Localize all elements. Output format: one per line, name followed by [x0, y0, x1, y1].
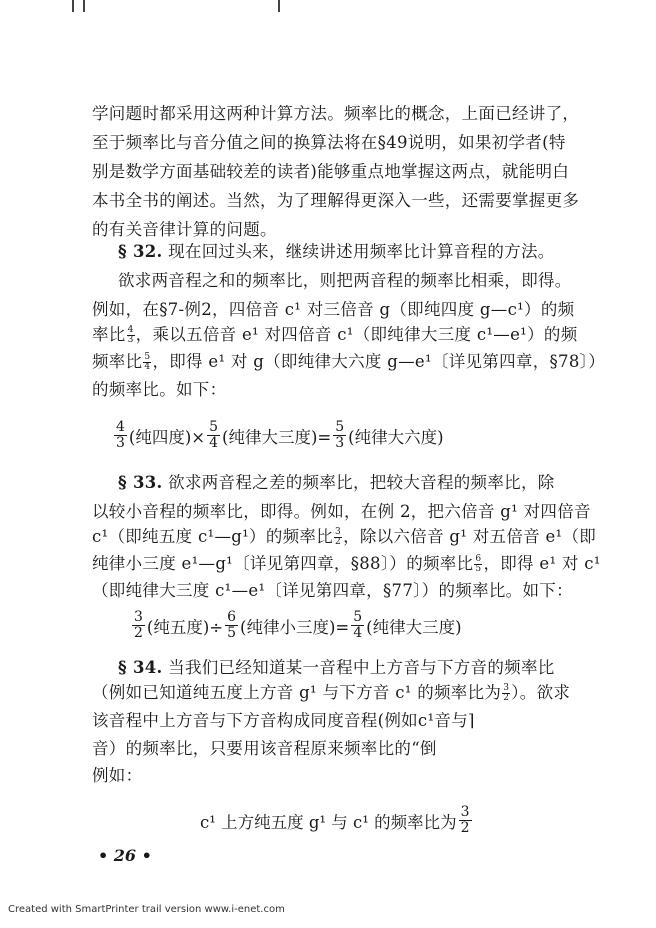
- scan-mark: [278, 0, 280, 12]
- section-text: 当我们已经知道某一音程中上方音与下方音的频率比: [168, 658, 555, 677]
- formula-text: (纯五度)÷: [146, 617, 224, 637]
- page-number: • 26 •: [98, 846, 152, 865]
- fraction: $\frac{5}{4}$: [209, 419, 219, 451]
- body-line: 别是数学方面基础较差的读者)能够重点地掌握这两点，就能明白: [92, 162, 570, 181]
- body-line: 的有关音律计算的问题。: [92, 220, 277, 239]
- scan-mark: [83, 0, 85, 12]
- body-line: 本书全书的阐述。当然，为了理解得更深入一些，还需要掌握更多: [92, 191, 580, 210]
- inline-fraction: $\frac{3}{2}$: [335, 527, 342, 547]
- section-label: § 34.: [118, 658, 163, 677]
- formula-text: (纯律大三度): [366, 617, 462, 637]
- body-line: 例如：: [92, 766, 143, 785]
- body-line: [92, 351, 605, 373]
- body-line: 例如，在§7-例2，四倍音 c¹ 对三倍音 g（即纯四度 g—c¹）的频: [92, 300, 575, 319]
- fraction: $\frac{5}{4}$: [353, 609, 363, 641]
- body-line: [92, 324, 578, 346]
- body-line: [92, 553, 601, 575]
- section-text: 欲求两音程之差的频率比，把较大音程的频率比，除: [168, 473, 555, 492]
- scan-mark: [72, 0, 74, 12]
- body-line: 至于频率比与音分值之间的换算法将在§49说明，如果初学者(特: [92, 133, 566, 152]
- fraction: $\frac{6}{5}$: [227, 609, 237, 641]
- fraction: 3 2: [134, 609, 143, 641]
- body-line: 以较小音程的频率比，即得。例如，在例 2，把六倍音 g¹ 对四倍音: [92, 502, 591, 521]
- inline-fraction: $\frac{4}{3}$: [127, 325, 134, 345]
- body-line: 的频率比。如下：: [92, 380, 227, 399]
- body-line: 音）的频率比，只要用该音程原来频率比的“倒: [92, 739, 437, 758]
- section-label: § 33.: [118, 473, 163, 492]
- formula-2: [130, 610, 462, 641]
- text-run: ，即得 e¹ 对 c¹: [483, 554, 601, 573]
- body-line: 学问题时都采用这两种计算方法。频率比的概念，上面已经讲了，: [92, 104, 580, 123]
- formula-1: [112, 420, 444, 451]
- text-run: ，即得 e¹ 对 g（即纯律大六度 g—e¹〔详见第四章，§78〕）: [152, 352, 605, 371]
- formula-text: c¹ 上方纯五度 g¹ 与 c¹ 的频率比为: [200, 812, 457, 832]
- text-run: 纯律小三度 e¹—g¹〔详见第四章，§88〕）的频率比: [92, 554, 474, 573]
- section-34-heading: [118, 657, 555, 679]
- text-run: 率比: [92, 325, 126, 344]
- formula-text: (纯律小三度)=: [240, 617, 350, 637]
- text-run: ）。欲求: [511, 683, 571, 702]
- inline-fraction: $\frac{3}{2}$: [503, 683, 510, 703]
- section-text: 现在回过头来，继续讲述用频率比计算音程的方法。: [168, 242, 555, 261]
- body-line: [92, 526, 596, 548]
- watermark-footer: Created with SmartPrinter trail version www.i-enet.com: [8, 904, 285, 915]
- fraction: 3 2: [460, 804, 470, 836]
- body-line: 该音程中上方音与下方音构成同度音程(例如c¹音与⌉: [92, 711, 475, 730]
- inline-fraction: $\frac{6}{5}$: [475, 554, 482, 574]
- body-line: 欲求两音程之和的频率比，则把两音程的频率比相乘，即得。: [118, 271, 572, 290]
- text-run: ，乘以五倍音 e¹ 对四倍音 c¹（即纯律大三度 c¹—e¹）的频: [135, 325, 578, 344]
- text-run: ，除以六倍音 g¹ 对五倍音 e¹（即: [343, 527, 597, 546]
- section-32-heading: [118, 241, 555, 263]
- text-run: （例如已知道纯五度上方音 g¹ 与下方音 c¹ 的频率比为: [92, 683, 502, 702]
- formula-text: (纯律大六度): [348, 427, 444, 447]
- text-run: c¹（即纯五度 c¹—g¹）的频率比: [92, 527, 334, 546]
- body-line: [92, 682, 570, 704]
- fraction: $\frac{5}{3}$: [335, 419, 345, 451]
- text-run: 频率比: [92, 352, 143, 371]
- section-33-heading: [118, 472, 555, 494]
- formula-text: (纯四度)×: [128, 427, 206, 447]
- formula-text: (纯律大三度)=: [222, 427, 332, 447]
- fraction: 4 3: [116, 419, 125, 451]
- formula-3: [200, 805, 474, 836]
- body-line: （即纯律大三度 c¹—e¹〔详见第四章，§77〕）的频率比。如下：: [92, 581, 573, 600]
- inline-fraction: $\frac{5}{4}$: [144, 352, 151, 372]
- section-label: § 32.: [118, 242, 163, 261]
